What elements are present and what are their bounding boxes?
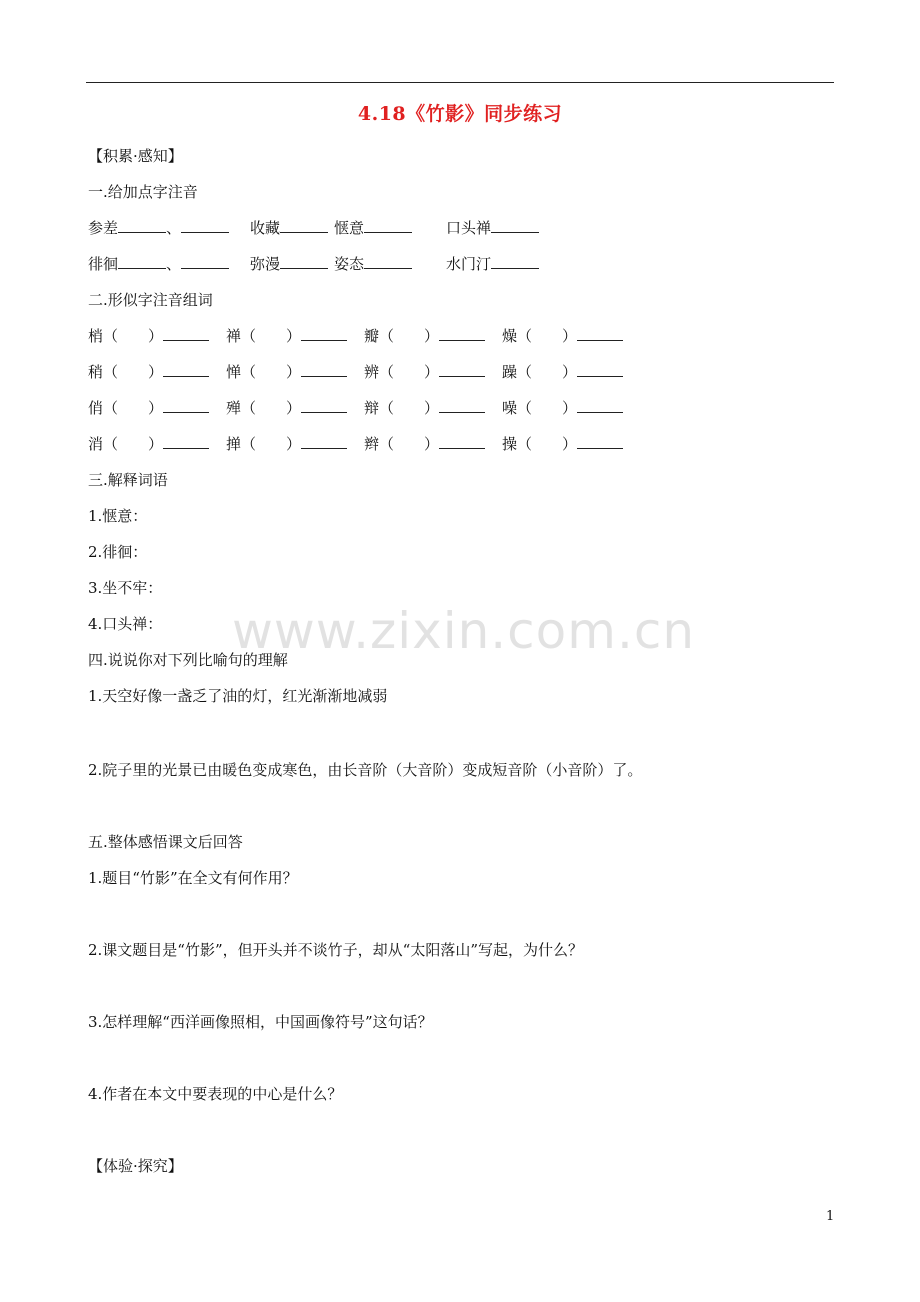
q2-char: 操（ ） bbox=[502, 434, 623, 454]
q3-item: 2.徘徊： bbox=[88, 543, 148, 561]
q5-item: 2.课文题目是“竹影”，但开头并不谈竹子，却从“太阳落山”写起，为什么？ bbox=[88, 941, 583, 959]
q4-heading: 四.说说你对下列比喻句的理解 bbox=[88, 651, 288, 669]
q1-word: 水门汀 bbox=[446, 254, 539, 274]
q2-char: 殚（ ） bbox=[226, 398, 347, 418]
q2-char: 梢（ ） bbox=[88, 326, 209, 346]
q3-item: 4.口头禅： bbox=[88, 615, 163, 633]
q1-word: 惬意 bbox=[334, 218, 412, 238]
q1-heading: 一.给加点字注音 bbox=[88, 183, 198, 201]
q2-char: 稍（ ） bbox=[88, 362, 209, 382]
q2-char: 惮（ ） bbox=[226, 362, 347, 382]
q5-heading: 五.整体感悟课文后回答 bbox=[88, 833, 243, 851]
q1-word: 参差 、 bbox=[88, 218, 229, 238]
q2-char: 辨（ ） bbox=[364, 362, 485, 382]
page-number: 1 bbox=[826, 1209, 835, 1224]
q2-row-3 bbox=[88, 398, 648, 420]
q3-heading: 三.解释词语 bbox=[88, 471, 168, 489]
q3-item: 1.惬意： bbox=[88, 507, 148, 525]
q1-row-1 bbox=[88, 218, 608, 240]
q2-char: 躁（ ） bbox=[502, 362, 623, 382]
watermark: www.zixin.com.cn bbox=[232, 602, 696, 660]
page-title: 4.18《竹影》同步练习 bbox=[357, 103, 563, 125]
q5-item: 3.怎样理解“西洋画像照相，中国画像符号”这句话？ bbox=[88, 1013, 433, 1031]
q2-char: 俏（ ） bbox=[88, 398, 209, 418]
q2-char: 辫（ ） bbox=[364, 434, 485, 454]
q2-heading: 二.形似字注音组词 bbox=[88, 291, 213, 309]
q4-item: 2.院子里的光景已由暖色变成寒色，由长音阶（大音阶）变成短音阶（小音阶）了。 bbox=[88, 761, 643, 779]
q5-item: 4.作者在本文中要表现的中心是什么？ bbox=[88, 1085, 343, 1103]
q2-char: 瓣（ ） bbox=[364, 326, 485, 346]
q1-word: 收藏 bbox=[250, 218, 328, 238]
q2-char: 禅（ ） bbox=[226, 326, 347, 346]
section-accumulate: 【积累·感知】 bbox=[88, 147, 183, 165]
q1-word: 弥漫 bbox=[250, 254, 328, 274]
q1-row-2 bbox=[88, 254, 608, 276]
q2-char: 燥（ ） bbox=[502, 326, 623, 346]
q2-char: 掸（ ） bbox=[226, 434, 347, 454]
q2-char: 辩（ ） bbox=[364, 398, 485, 418]
q2-row-1 bbox=[88, 326, 648, 348]
header-rule bbox=[86, 82, 834, 83]
section-explore: 【体验·探究】 bbox=[88, 1157, 183, 1175]
q2-row-2 bbox=[88, 362, 648, 384]
q2-row-4 bbox=[88, 434, 648, 456]
q2-char: 噪（ ） bbox=[502, 398, 623, 418]
q2-char: 消（ ） bbox=[88, 434, 209, 454]
q1-word: 口头禅 bbox=[446, 218, 539, 238]
q5-item: 1.题目“竹影”在全文有何作用？ bbox=[88, 869, 298, 887]
q4-item: 1.天空好像一盏乏了油的灯，红光渐渐地减弱 bbox=[88, 687, 388, 705]
q1-word: 姿态 bbox=[334, 254, 412, 274]
q1-word: 徘徊 、 bbox=[88, 254, 229, 274]
q3-item: 3.坐不牢： bbox=[88, 579, 163, 597]
